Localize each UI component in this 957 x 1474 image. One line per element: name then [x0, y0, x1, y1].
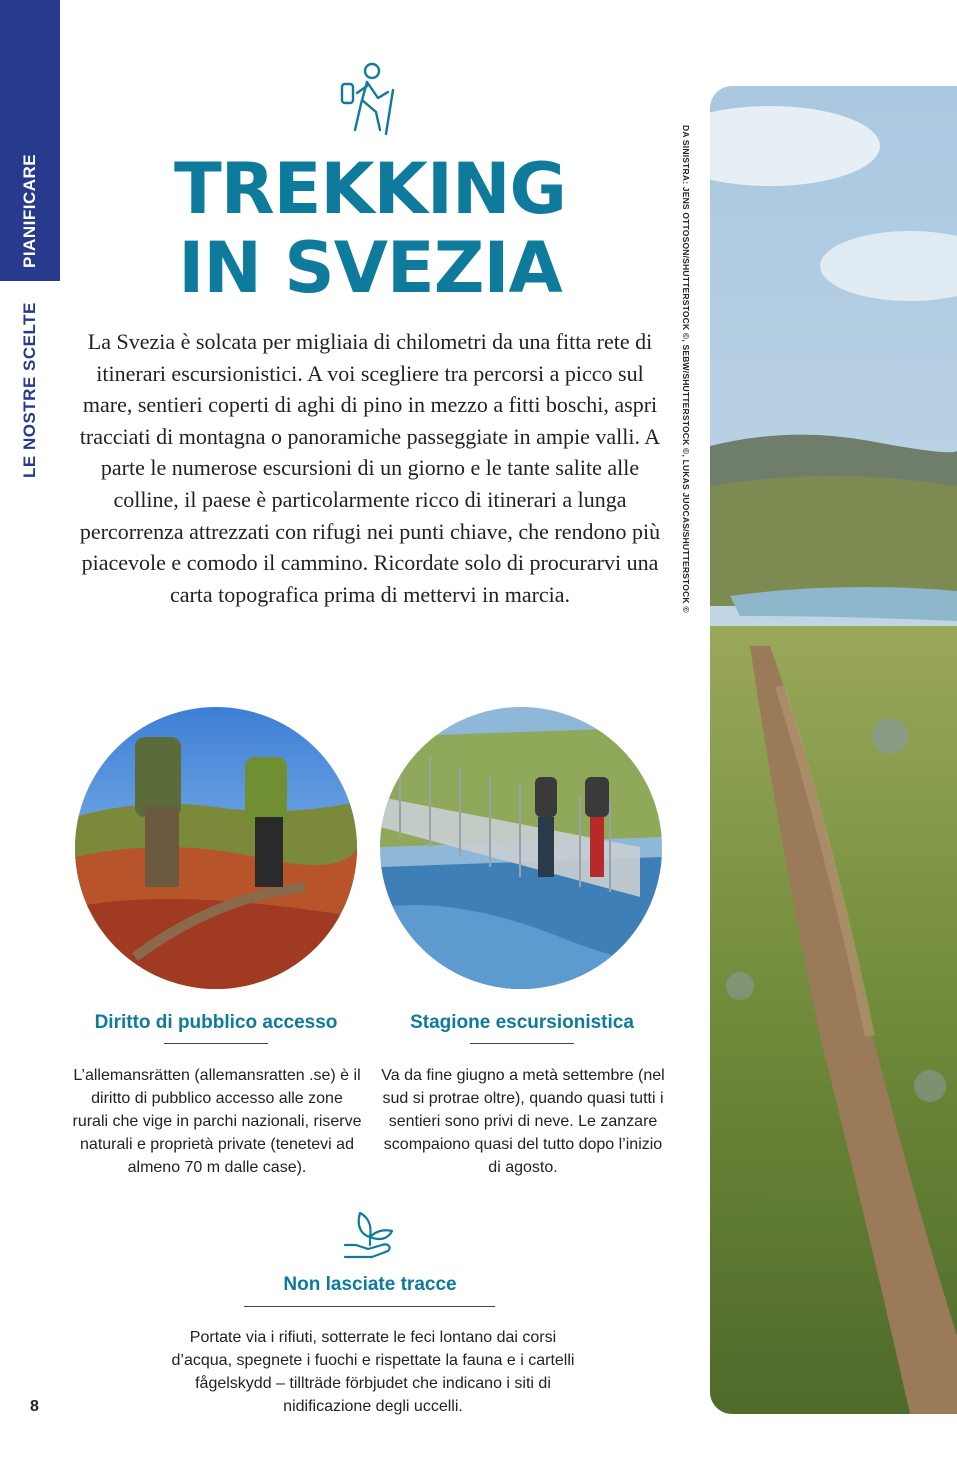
- photo-credit: DA SINISTRA: JENS OTTOSON/SHUTTERSTOCK ©, SEBW/SHUTTERSTOCK ©, LUKAS JUOCAS/SHUTTERSTOCK ©: [681, 125, 691, 613]
- page-title: [100, 150, 640, 308]
- hikers-photo: [75, 707, 357, 989]
- page-number: 8: [30, 1398, 39, 1415]
- leaf-hand-icon: [342, 1205, 400, 1261]
- public-access-divider: [164, 1043, 268, 1044]
- leave-no-trace-text: Portate via i rifiuti, sotterrate le feci lontano dai corsi d’acqua, spegnete i fuochi e rispettate la fauna e i cartelli fågelskydd – tillträde förbjudet che indicano i siti di nidificazione degli uccelli.: [171, 1329, 575, 1415]
- title-line-1: TREKKING: [173, 148, 567, 230]
- public-access-text: L’allemansrätten (allemansratten .se) è il diritto di pubblico accesso alle zone rurali che vige in parchi nazionali, riserve naturali e proprietà private (tenetevi ad almeno 70 m dalle case).: [72, 1067, 362, 1176]
- trail-photo: [710, 86, 957, 1414]
- title-line-2: IN SVEZIA: [178, 227, 562, 309]
- leave-no-trace-divider: [244, 1306, 495, 1307]
- intro-paragraph: La Svezia è solcata per migliaia di chilometri da una fitta rete di itinerari escursionistici. A voi scegliere tra percorsi a picco sul mare, sentieri coperti di aghi di pino in mezzo a fitti boschi, aspri tracciati di montagna o panoramiche passeggiate in ampie valli. A parte le numerose escursioni di un giorno e le tante salite alle colline, il paese è particolarmente ricco di itinerari a lunga percorrenza attrezzati con rifugi nei punti chiave, che rendono più piacevole e comodo il cammino. Ricordate solo di procurarvi una carta topografica prima di mettervi in marcia.: [79, 329, 661, 607]
- section-label: LE NOSTRE SCELTE: [20, 302, 39, 478]
- section-tab-label: PIANIFICARE: [20, 153, 39, 268]
- hiking-season-heading: Stagione escursionistica: [410, 1012, 634, 1033]
- leave-no-trace-heading: Non lasciate tracce: [283, 1274, 457, 1295]
- public-access-heading: Diritto di pubblico accesso: [94, 1012, 338, 1033]
- hiking-season-text: Va da fine giugno a metà settembre (nel sud si protrae oltre), quando quasi tutti i sentieri sono privi di neve. Le zanzare scompaiono quasi del tutto dopo l’inizio di agosto.: [381, 1067, 665, 1176]
- hiking-season-divider: [470, 1043, 574, 1044]
- bridge-photo: [380, 707, 662, 989]
- hiker-icon: [336, 60, 404, 136]
